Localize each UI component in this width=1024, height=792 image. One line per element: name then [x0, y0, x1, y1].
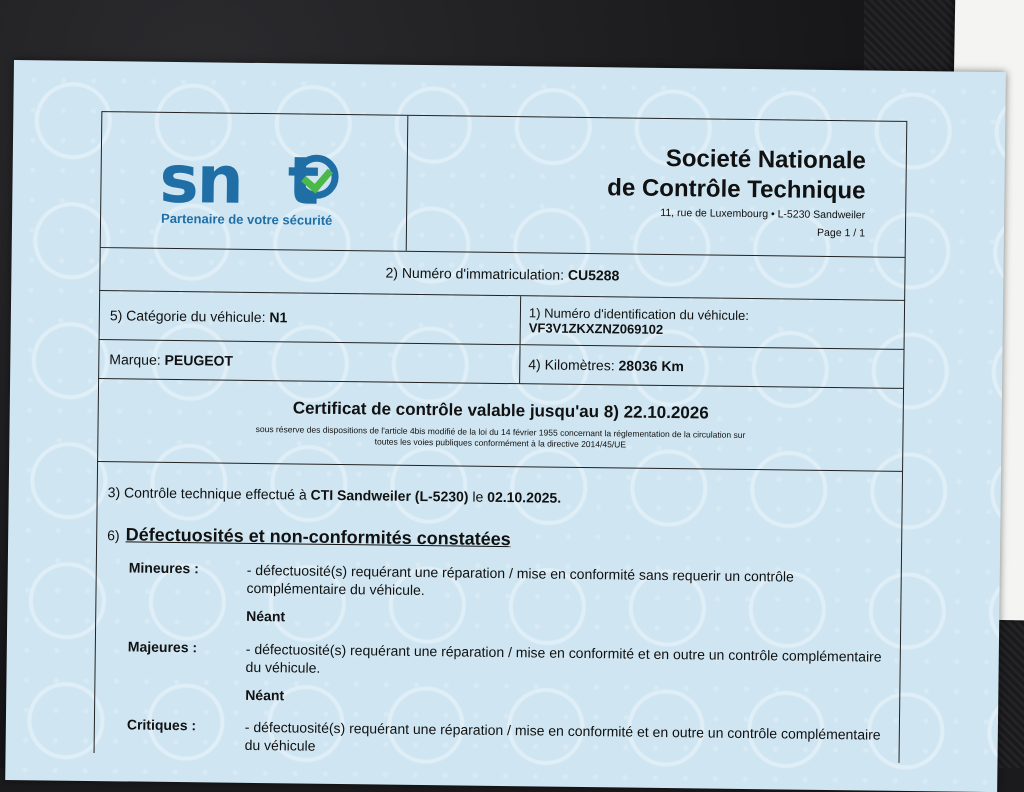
logo-area — [101, 112, 409, 251]
defect-major — [105, 638, 890, 712]
inspection-section — [94, 462, 903, 762]
vin-value: VF3V1ZKXZNZ069102 — [528, 320, 664, 337]
defect-minor-body — [246, 561, 891, 633]
brand-cell — [99, 340, 520, 383]
registration-label: 2) Numéro d'immatriculation: — [385, 264, 565, 283]
inspection-date: 02.10.2025. — [487, 488, 562, 506]
validity-row — [97, 379, 904, 472]
inspection-prefix: 3) Contrôle technique effectué à — [107, 484, 307, 503]
company-info — [407, 116, 907, 257]
defects-number: 6) — [107, 527, 120, 544]
brand-label: Marque: — [109, 351, 161, 368]
logo-tagline: Partenaire de votre sécurité — [160, 210, 333, 228]
category-value: N1 — [269, 309, 288, 326]
km-value: 28036 Km — [618, 357, 685, 375]
inspection-line — [108, 484, 892, 510]
inspection-date-prefix: le — [472, 488, 484, 505]
vin-cell — [521, 296, 905, 349]
defect-major-text: - défectuosité(s) requérant une réparation / mise en conformité et en outre un contrôle complémentaire du véhicule. — [245, 640, 882, 676]
validity-title: Certificat de contrôle valable jusqu'au 8) 22.10.2026 — [292, 398, 709, 423]
km-label: 4) Kilomètres: — [528, 356, 615, 374]
company-address: 11, rue de Luxembourg • L-5230 Sandweiler — [660, 206, 866, 222]
defect-minor — [106, 559, 891, 633]
brand-value: PEUGEOT — [164, 351, 234, 369]
defect-major-body — [245, 639, 890, 711]
defect-major-result: Néant — [245, 686, 285, 704]
defect-critical — [105, 716, 889, 762]
legal-note-line1: sous réserve des dispositions de l'article 4bis modifié de la loi du 14 février 1955 concernant la réglementation de la circulation sur — [255, 423, 746, 440]
legal-note-line2: toutes les voies publiques conformément à la directive 2014/45/UE — [374, 436, 627, 450]
registration-value: CU5288 — [567, 266, 620, 284]
company-name-line2: de Contrôle Technique — [607, 174, 866, 205]
certificate-table — [94, 111, 908, 762]
defects-heading — [107, 524, 891, 555]
defect-minor-result: Néant — [246, 608, 286, 625]
snct-logo: sn t — [159, 140, 318, 220]
defect-minor-text: - défectuosité(s) requérant une réparation / mise en conformité sans requerir un contrôle complémentaire du véhicule. — [246, 561, 794, 599]
vin-label: 1) Numéro d'identification du véhicule: — [528, 305, 750, 323]
category-label: 5) Catégorie du véhicule: — [109, 307, 266, 326]
defect-critical-label: Critiques : — [126, 716, 197, 734]
defects-title: Défectuosités et non-conformités constatées — [125, 524, 511, 550]
inspection-certificate — [5, 60, 1006, 792]
inspection-location: CTI Sandweiler (L-5230) — [310, 486, 469, 505]
company-name-line1: Societé Nationale — [665, 144, 866, 175]
check-mark-icon — [294, 154, 339, 199]
defect-minor-label: Mineures : — [128, 559, 199, 577]
defect-critical-text: - défectuosité(s) requérant une réparation / mise en conformité et en outre un contrôle complémentaire du véhicule — [244, 718, 881, 755]
km-cell — [520, 345, 903, 388]
defect-major-label: Majeures : — [127, 637, 198, 655]
header-row — [100, 111, 908, 258]
defect-critical-body — [245, 718, 889, 762]
category-cell — [100, 291, 522, 344]
validity-legal-note — [255, 424, 745, 452]
page-number: Page 1 / 1 — [817, 226, 866, 240]
